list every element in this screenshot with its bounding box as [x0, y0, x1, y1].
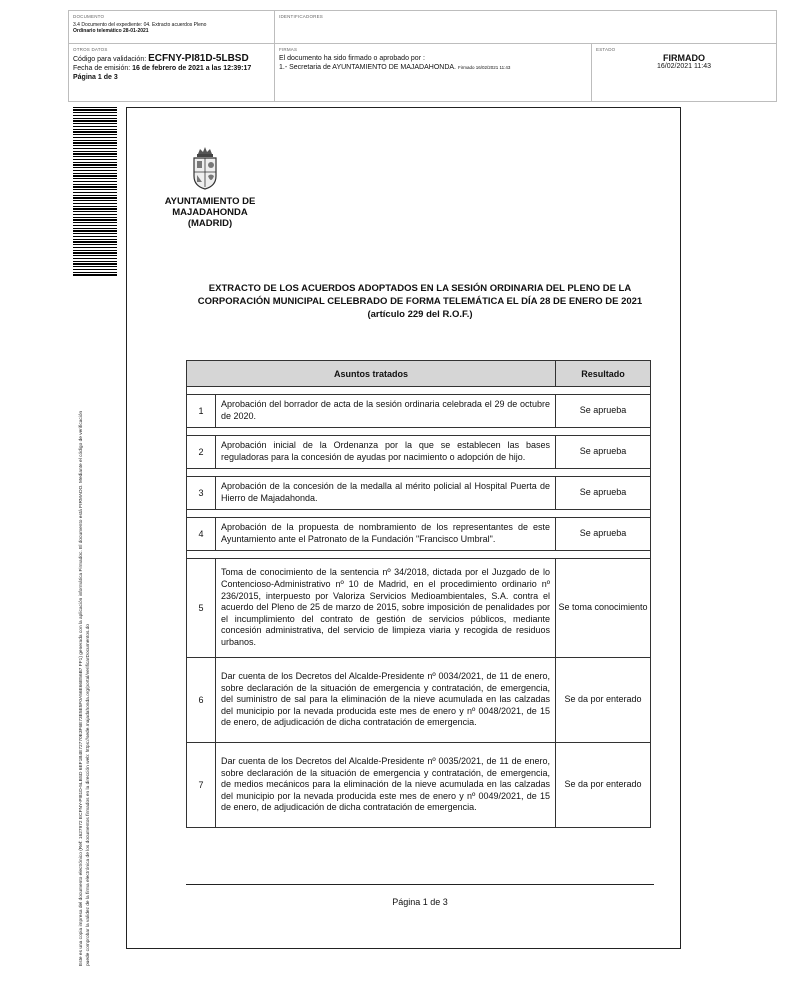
firmas-cell — [275, 44, 592, 101]
row-text: Aprobación inicial de la Ordenanza por la que se establecen las bases reguladoras para la concesión de ayudas por nacimiento o adopción de hijo. — [216, 436, 556, 469]
org-line-2: MAJADAHONDA — [172, 207, 248, 218]
row-text: Aprobación de la concesión de la medalla al mérito policial al Hospital Puerta de Hierro de Majadahonda. — [216, 477, 556, 510]
table-row — [187, 743, 651, 828]
table-row — [187, 436, 651, 469]
page-number: Página 1 de 3 — [392, 897, 448, 907]
side-text-line-1: Este es una copia impresa del documento electrónico (Ref: 1627972 ECFNY-PI81D-5LBSD 6EF1B4E72770E3F6E73E5E5F0A56E66E56B7 FF1) generada con la aplicación informática Firmadoc. El documento está FIRMADO. Mediante el código de verificación — [79, 410, 84, 966]
row-result: Se aprueba — [556, 518, 651, 551]
row-number: 1 — [187, 395, 216, 428]
codigo-prefix: Código para validación: — [73, 56, 147, 63]
row-text: Dar cuenta de los Decretos del Alcalde-Presidente nº 0034/2021, de 11 de enero, sobre declaración de la situación de emergencia y contratación, de emergencia, del suministro de sal para la eliminación de la nieve acumulada en las calzadas del municipio por la nevada producida este mes de enero y nº 0048/2021, de 15 de enero, de adjudicación de dicha contratación de emergencia. — [216, 658, 556, 743]
organization-name — [140, 196, 280, 229]
firmas-line-2 — [279, 63, 587, 72]
title-line-3: (artículo 229 del R.O.F.) — [367, 309, 473, 320]
table-row — [187, 518, 651, 551]
codigo-validacion — [73, 54, 270, 64]
header-asuntos: Asuntos tratados — [187, 361, 556, 387]
row-result: Se toma conocimiento — [556, 559, 651, 658]
fecha-prefix: Fecha de emisión: — [73, 65, 131, 72]
title-line-2: CORPORACIÓN MUNICIPAL CELEBRADO DE FORMA TELEMÁTICA EL DÍA 28 DE ENERO DE 2021 — [197, 296, 643, 307]
row-result: Se da por enterado — [556, 743, 651, 828]
fecha-value: 16 de febrero de 2021 a las 12:39:17 — [132, 65, 252, 72]
documento-line-1: 3.4 Documento del expediente: 04. Extracto acuerdos Pleno — [73, 22, 207, 28]
row-number: 4 — [187, 518, 216, 551]
firmas-label: FIRMAS — [279, 47, 298, 52]
row-text: Aprobación del borrador de acta de la sesión ordinaria celebrada el 29 de octubre de 2020. — [216, 395, 556, 428]
org-line-3: (MADRID) — [187, 218, 233, 229]
documento-cell — [69, 11, 275, 44]
verification-side-text — [78, 276, 92, 966]
table-row — [187, 477, 651, 510]
footer-rule — [186, 884, 654, 885]
row-number: 2 — [187, 436, 216, 469]
side-text-line-2: puede comprobar la validez de la firma electrónica de los documentos firmados en la dirección web: https://sede.majadahonda.org/portal/verificarDocumentos.do — [86, 623, 91, 966]
codigo-value: ECFNY-PI81D-5LBSD — [148, 53, 249, 64]
title-line-1: EXTRACTO DE LOS ACUERDOS ADOPTADOS EN LA SESIÓN ORDINARIA DEL PLENO DE LA — [208, 283, 632, 294]
agenda-table — [186, 360, 651, 828]
barcode — [73, 107, 117, 277]
identificadores-label: IDENTIFICADORES — [279, 14, 324, 19]
row-number: 6 — [187, 658, 216, 743]
header-resultado: Resultado — [556, 361, 651, 387]
firmas-line-2-small: Firmado 16/02/2021 11:43 — [457, 65, 511, 70]
pagina-header: Página 1 de 3 — [73, 74, 118, 81]
row-text: Aprobación de la propuesta de nombramiento de los representantes de este Ayuntamiento ante el Patronato de la Fundación "Francisco Umbral". — [216, 518, 556, 551]
table-row — [187, 559, 651, 658]
documento-label: DOCUMENTO — [73, 14, 105, 19]
otros-datos-label: OTROS DATOS — [73, 47, 108, 52]
row-number: 5 — [187, 559, 216, 658]
estado-cell — [592, 44, 776, 101]
estado-value: FIRMADO — [663, 53, 705, 63]
identificadores-cell — [275, 11, 776, 44]
fecha-emision — [73, 64, 270, 73]
row-result: Se aprueba — [556, 436, 651, 469]
row-result: Se da por enterado — [556, 658, 651, 743]
otros-datos-cell — [69, 44, 275, 101]
firmas-line-1: El documento ha sido firmado o aprobado por : — [279, 55, 425, 62]
row-result: Se aprueba — [556, 477, 651, 510]
firmas-line-2-text: 1.- Secretaria de AYUNTAMIENTO DE MAJADAHONDA. — [279, 64, 456, 71]
row-text: Toma de conocimiento de la sentencia nº 34/2018, dictada por el Juzgado de lo Contencioso-Administrativo nº 10 de Madrid, en el procedimiento ordinario nº 236/2015, interpuesto por Valoriza Servicios Medioambientales, S.A. contra el acuerdo del Pleno de 25 de marzo de 2015, sobre imposición de penalidades por el incumplimiento del contrato de gestión de servicios públicos, mediante concesión administrativa, del servicio de limpieza viaria y recogida de residuos urbanos. — [216, 559, 556, 658]
estado-label: ESTADO — [596, 47, 616, 52]
documento-line-2: Ordinario telemático 28-01-2021 — [73, 28, 149, 34]
coat-of-arms-icon — [190, 146, 220, 190]
table-row — [187, 395, 651, 428]
row-text: Dar cuenta de los Decretos del Alcalde-Presidente nº 0035/2021, de 11 de enero, sobre declaración de la situación de emergencia y contratación, de emergencia, de medios mecánicos para la eliminación de la nieve acumulada en las calzadas del municipio por la nevada producida este mes de enero y nº 0049/2021, de 15 de enero, de adjudicación de dicha contratación de emergencia. — [216, 743, 556, 828]
estado-fecha: 16/02/2021 11:43 — [657, 63, 711, 70]
org-line-1: AYUNTAMIENTO DE — [164, 196, 256, 207]
document-header — [68, 10, 777, 102]
row-number: 3 — [187, 477, 216, 510]
table-row — [187, 658, 651, 743]
document-title — [170, 282, 670, 321]
row-number: 7 — [187, 743, 216, 828]
row-result: Se aprueba — [556, 395, 651, 428]
